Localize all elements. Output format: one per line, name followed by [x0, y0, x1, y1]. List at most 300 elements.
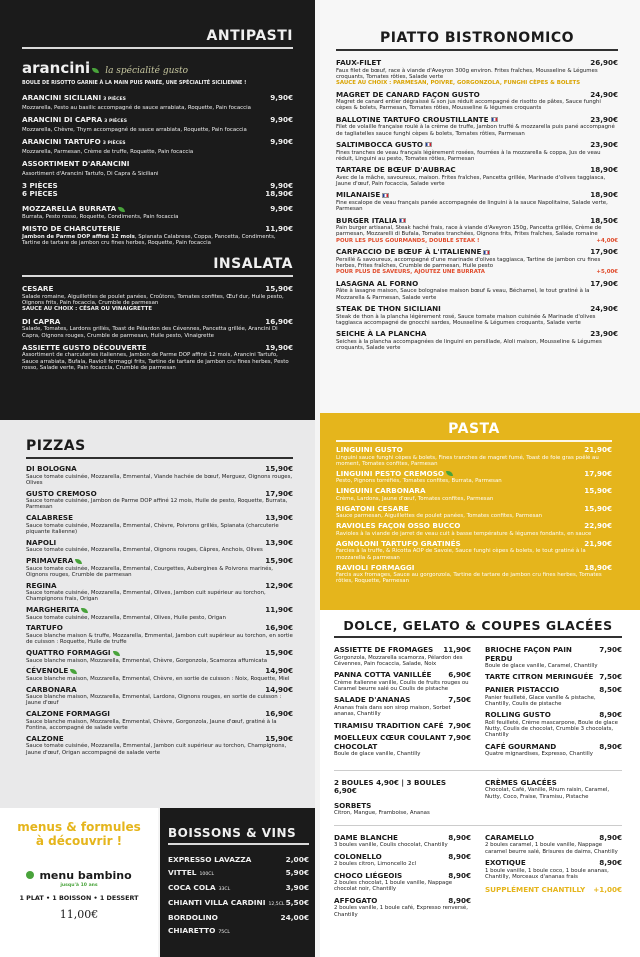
- item-price: 11,90€: [265, 605, 293, 615]
- item-name: [485, 834, 534, 843]
- item-desc: Pâte à lasagne maison, Sauce bolognaise maison bœuf & veau, Béchamel, le tout gratiné à la Mozzarella & Parmesan, Salade verte: [336, 288, 590, 301]
- item-price: 12,90€: [265, 580, 293, 590]
- menu-item-row: [22, 318, 293, 327]
- pizza-item: [26, 557, 293, 578]
- item-name-text: AGNOLONI TARTUFO GRATINÉS: [336, 538, 461, 548]
- dessert-item: [334, 872, 471, 893]
- dessert-item: [334, 897, 471, 918]
- item-name: [336, 248, 490, 257]
- menu-item-row: [22, 160, 293, 171]
- pasta-item: [336, 522, 612, 537]
- item-name: [485, 686, 559, 695]
- gelato-right-col: [485, 779, 622, 817]
- menu-item-row: [22, 285, 293, 294]
- pizza-item: [26, 582, 293, 603]
- item-desc: Pesto, Pignons torréfiés, Tomates confites, Burrata, Parmesan: [336, 478, 502, 485]
- menu-item-row: [334, 734, 471, 751]
- item-name: [485, 743, 556, 752]
- menu-item-row: [26, 624, 293, 633]
- item-name: [26, 490, 97, 499]
- drink-name: [168, 866, 214, 881]
- piatto-item: [336, 59, 618, 87]
- menu-item-row: [485, 859, 622, 868]
- bambino-formula: 1 PLAT • 1 BOISSON • 1 DESSERT: [19, 894, 139, 902]
- menus-headline-2: à découvrir !: [35, 834, 123, 848]
- antipasti-insalata-panel: [0, 0, 315, 420]
- item-name-text: ASSORTIMENT D'ARANCINI: [22, 158, 130, 168]
- drink-name: [168, 853, 251, 866]
- dessert-item: [334, 646, 471, 667]
- item-desc: Sauce parmesan, Aiguillettes de poulet panées, Tomates confites, Parmesan: [336, 513, 543, 520]
- item-desc: 3 boules vanille, Coulis chocolat, Chantilly: [334, 842, 448, 849]
- item-name: [334, 897, 377, 906]
- item-price: 17,90€: [265, 488, 293, 498]
- item-desc: Panier feuilleté, Glace vanille & pistache, Chantilly, Coulis de pistache: [485, 694, 596, 707]
- arancini-header: [22, 59, 293, 77]
- item-name-text: BURGER ITALIA: [336, 215, 398, 225]
- item-name: [26, 624, 63, 633]
- item-name-text: STEAK DE THON SICILIANI: [336, 303, 441, 313]
- item-name: [336, 191, 389, 200]
- menu-item-row: [336, 305, 618, 314]
- antipasti-divider: [22, 47, 293, 49]
- menu-item-row: [26, 582, 293, 591]
- piatto-item: [336, 166, 618, 187]
- item-name-text: MISTO DE CHARCUTERIE: [22, 223, 121, 233]
- item-desc: Crème italienne vanille, Coulis de fruits rouges ou Caramel beurre salé ou Coulis de pistache: [334, 679, 469, 693]
- item-name-text: DI CAPRA: [22, 316, 61, 326]
- item-name-text: ARANCINI DI CAPRA: [22, 115, 103, 125]
- item-name-text: BALLOTINE TARTUFO CROUSTILLANTE: [336, 114, 489, 124]
- dolce-divider: [334, 636, 622, 638]
- sorbets-line: SORBETS: [334, 800, 372, 810]
- item-name: [336, 166, 456, 175]
- item-name: [336, 522, 460, 531]
- menu-item-row: [334, 853, 471, 862]
- pasta-list: [336, 446, 612, 585]
- cremes-desc: Chocolat, Café, Vanille, Rhum raisin, Caramel, Nutty, Coco, Fraise, Tiramisu, Pistache: [485, 787, 610, 800]
- item-desc: Mozzarella, Pesto au basilic accompagné de sauce arrabiata, Roquette, Pain focaccia: [22, 104, 251, 111]
- item-name-text: TARTARE DE BŒUF D'AUBRAC: [336, 165, 456, 175]
- item-price: 9,90€: [270, 137, 293, 147]
- drink-price: 2,00€: [285, 855, 309, 864]
- pizza-item: [26, 490, 293, 511]
- item-price: 8,90€: [599, 857, 622, 867]
- item-price: 8,90€: [599, 710, 622, 720]
- item-name-text: LASAGNA AL FORNO: [336, 278, 419, 288]
- item-price: 8,90€: [599, 741, 622, 751]
- leaf-icon: [81, 608, 88, 613]
- item-name: [334, 834, 398, 843]
- item-desc: Sauce blanche maison, Mozzarella, Emmental, Chèvre, en sortie de cuisson : Noix, Roquette, Miel: [26, 675, 290, 682]
- pizza-item: [26, 667, 293, 682]
- pasta-item: [336, 505, 612, 520]
- dessert-item: [334, 853, 471, 868]
- item-desc: Sauce tomate cuisinée, Mozzarella, Emmental, Viande hachée de bœuf, Merguez, Oignons rouges, Olives: [26, 473, 293, 486]
- item-name: [336, 564, 414, 573]
- item-price: 8,90€: [448, 895, 471, 905]
- drink-price: 24,00€: [280, 913, 309, 922]
- item-desc: Boule de glace vanille, Chantilly: [334, 751, 421, 758]
- drink-row: [168, 881, 309, 896]
- drink-price: 3,90€: [285, 883, 309, 892]
- menu-item-row: [485, 711, 622, 720]
- item-desc: Sauce tomate cuisinée, Mozzarella, Emmental, Olives, Huile pesto, Origan: [26, 614, 226, 621]
- pizza-item: [26, 514, 293, 535]
- bambino-price: 11,00€: [59, 908, 99, 921]
- antipasti-list: [22, 94, 293, 371]
- item-name-text: PRIMAVERA: [26, 556, 74, 566]
- menu-item-row: [336, 191, 618, 200]
- item-price: 11,90€: [443, 645, 471, 654]
- item-price: 7,50€: [448, 695, 471, 705]
- drink-name: [168, 911, 280, 939]
- desc-rest: , Spianata Calabrese, Coppa, Pancetta, Condiments, Tartine de tartare de jambon cru fines herbes, Roquette, Pain focaccia: [22, 233, 276, 246]
- item-name: [485, 646, 599, 663]
- item-desc: Sauce blanche maison, Mozzarella, Emmental, Chèvre, Gorgonzola, Jaune d'œuf, gratiné à la Fontina, accompagné de salade verte: [26, 718, 277, 732]
- menu-item-row: [26, 667, 293, 676]
- menu-item-row: [22, 94, 293, 105]
- menu-item-row: [334, 722, 471, 731]
- item-name-text: CALABRESE: [26, 513, 73, 523]
- item-price: 13,90€: [265, 513, 293, 523]
- item-price: 15,90€: [265, 284, 293, 294]
- item-desc: Fine escalope de veau français panée accompagnée de linguini à la sauce Napolitaine, Salade verte, Parmesan: [336, 199, 608, 213]
- item-note-row: [336, 80, 618, 86]
- menu-item-row: [336, 522, 612, 531]
- item-desc: 1 boule vanille, 1 boule coco, 1 boule ananas, Chantilly, Morceaux d'ananas frais: [485, 867, 609, 880]
- menu-item-row: [334, 696, 471, 705]
- item-price: 21,90€: [584, 445, 612, 454]
- italy-flag-icon: [399, 218, 406, 223]
- item-price: 15,90€: [584, 486, 612, 496]
- item-name: [334, 696, 410, 705]
- italy-flag-icon: [425, 142, 432, 147]
- drink-name-text: VITTEL: [168, 868, 197, 877]
- item-name: [334, 872, 402, 881]
- item-name: [334, 722, 444, 731]
- item-desc: Sauce tomate cuisinée, Mozzarella, Emmental, Chèvre, Poivrons grillés, Spianata (charcuterie piquante italienne): [26, 522, 279, 536]
- item-name: [336, 305, 441, 314]
- item-qty: 3 PIÈCES: [103, 97, 126, 103]
- item-price: 18,90€: [584, 562, 612, 572]
- dessert-item: [334, 671, 471, 692]
- menu-item-row: [485, 834, 622, 843]
- pizza-item: [26, 465, 293, 486]
- dolce-left-col: [334, 646, 471, 762]
- item-desc: Steak de thon à la plancha légèrement rosé, Sauce tomate maison cuisinée & Marinade d'olives taggiasca accompagné de gnocchi sardes, Mousseline & Légumes croquants, Salade verte: [336, 313, 596, 326]
- item-price: 23,90€: [590, 114, 618, 124]
- item-name: [336, 141, 432, 150]
- item-desc: Sauce tomate cuisinée, Mozzarella, Emmental, Jambon cuit supérieur au torchon, Champignons, Jaune d'œuf, Origan accompagné de salade verte: [26, 743, 287, 756]
- item-name-text: CÉVENOLE: [26, 666, 69, 676]
- item-name-text: CAFÉ GOURMAND: [485, 741, 557, 751]
- item-desc: Mozzarella, Chèvre, Thym accompagné de sauce arrabiata, Roquette, Pain focaccia: [22, 126, 247, 133]
- menu-item-row: [26, 649, 293, 658]
- item-name-text: ARANCINI SICILIANI: [22, 93, 102, 103]
- coupes-left-col: [334, 834, 471, 922]
- drink-row: [168, 896, 309, 911]
- dessert-item: [485, 711, 622, 738]
- item-price: 7,90€: [448, 733, 471, 743]
- item-price: 7,90€: [599, 645, 622, 654]
- item-desc: Pain burger artisanal, Steak haché frais, race à viande d'Aveyron 150g, Pancetta grillée, Crème de parmesan, Mozzarelli di Bufala, Tomates tranchées, Oignons frits, Frites fraîches, Salade romaine: [336, 225, 602, 238]
- item-price: 9,90€: [270, 204, 293, 214]
- item-price: 9,90€: [270, 180, 293, 190]
- item-price: 17,90€: [584, 468, 612, 478]
- item-name-text: COLONELLO: [334, 851, 382, 861]
- item-name: [336, 59, 381, 68]
- item-name: [485, 673, 593, 682]
- item-name: [22, 190, 58, 199]
- item-price: 15,90€: [265, 733, 293, 743]
- dessert-item: [485, 834, 622, 855]
- pasta-item: [336, 446, 612, 467]
- dessert-item: [334, 722, 471, 731]
- drink-row: [168, 866, 309, 881]
- item-desc: 2 boules chocolat, 1 boule vanille, Nappage chocolat noir, Chantilly: [334, 880, 453, 893]
- item-price: 18,90€: [590, 190, 618, 200]
- arancini-brand: arancini: [22, 59, 91, 77]
- pizzas-title: PIZZAS: [26, 438, 86, 454]
- item-price: 26,90€: [590, 58, 618, 67]
- insalata-item: [22, 318, 293, 339]
- item-name: [334, 734, 448, 751]
- menu-item-row: [336, 217, 618, 226]
- pizza-item: [26, 710, 293, 731]
- item-name-text: MOZZARELLA BURRATA: [22, 204, 117, 214]
- menu-item-row: [26, 686, 293, 695]
- piatto-item: [336, 330, 618, 351]
- menu-item-row: [336, 166, 618, 175]
- pizzas-divider: [26, 457, 293, 459]
- menu-item-row: [336, 446, 612, 455]
- insalata-title: INSALATA: [213, 256, 293, 273]
- burrata-item: [22, 205, 293, 220]
- dessert-item: [485, 743, 622, 758]
- item-price: 9,90€: [270, 93, 293, 103]
- drink-name-text: EXPRESSO LAVAZZA: [168, 855, 252, 864]
- item-price: 11,90€: [265, 223, 293, 233]
- pasta-divider: [336, 440, 612, 442]
- item-name-text: RAVIOLI FORMAGGI: [336, 562, 415, 572]
- menu-item-row: [485, 646, 622, 663]
- item-name-text: DI BOLOGNA: [26, 464, 77, 473]
- item-desc: Crème, Lardons, Jaune d'œuf, Tomates confites, Parmesan: [336, 495, 494, 502]
- menu-item-row: [336, 564, 612, 573]
- item-name-text: GUSTO CREMOSO: [26, 488, 97, 498]
- item-desc: 2 boules vanille, 1 boule café, Expresso renversé, Chantilly: [334, 905, 468, 918]
- item-name-text: 3 PIÈCES: [22, 180, 58, 190]
- item-desc: Magret de canard entier dégraissé & son jus réduit accompagné de risotto de pâtes, Sauce funghi cèpes & bolets, Parmesan, Tomates rôties, Mousseline & légumes croquants: [336, 99, 601, 112]
- item-note: POUR LES PLUS GOURMANDS, DOUBLE STEAK !: [336, 237, 480, 244]
- bambino-logo: [0, 864, 158, 883]
- item-price: 23,90€: [590, 329, 618, 339]
- boissons-list: [168, 853, 309, 939]
- menu-item-row: [22, 205, 293, 214]
- item-price: 9,90€: [270, 115, 293, 125]
- item-desc: Assortiment d'Arancini Tartufo, Di Capra & Siciliani: [22, 170, 159, 177]
- item-price: 6,90€: [448, 670, 471, 680]
- drink-name-text: CHIANTI VILLA CARDINI: [168, 898, 266, 907]
- piatto-item: [336, 116, 618, 137]
- drink-name: [168, 881, 230, 896]
- item-desc: Burrata, Pesto rosso, Roquette, Condiments, Pain focaccia: [22, 213, 179, 220]
- item-name-text: LINGUINI PESTO CREMOSO: [336, 468, 445, 478]
- dessert-item: [485, 646, 622, 669]
- drink-volume: 33CL: [218, 887, 231, 892]
- menu-item-row: [26, 465, 293, 474]
- dessert-item: [334, 696, 471, 717]
- item-name: [26, 582, 57, 591]
- dolce-separator: [334, 770, 622, 771]
- drink-volume: 12,5CL: [268, 902, 285, 907]
- item-desc: 2 boules caramel, 1 boule vanille, Nappage caramel beurre salé, Brisures de daims, Chantilly: [485, 842, 618, 855]
- item-name-text: SALTIMBOCCA GUSTO: [336, 139, 423, 149]
- arancini-intro: BOULE DE RISOTTO GARNIE À LA MAIN PUIS PANÉE, UNE SPÉCIALITÉ SICILIENNE !: [22, 80, 247, 86]
- item-desc: Sauce tomate cuisinée, Mozzarella, Emmental, Oignons rouges, Câpres, Anchois, Olives: [26, 547, 263, 554]
- item-note: SAUCE AU CHOIX : CÉSAR OU VINAIGRETTE: [22, 306, 153, 313]
- dessert-item: [334, 834, 471, 849]
- item-desc: Ananas frais dans son sirop maison, Sorbet ananas, Chantilly: [334, 704, 451, 718]
- piatto-item: [336, 248, 618, 276]
- menu-item-row: [336, 330, 618, 339]
- item-desc: Assortiment de charcuteries italiennes, Jambon de Parme DOP affiné 12 mois, Arancini Tartufo, Sauce arrabiata, Bufala, Ravioli formaggi frits, Tartine de tartare de jambon cru fines herbes, Pesto rosso, Salade verte, Pain focaccia, Crumble de parmesan: [22, 352, 289, 371]
- pizza-item: [26, 606, 293, 621]
- item-desc: Sauce blanche maison & truffe, Mozzarella, Emmental, Jambon cuit supérieur au torchon, en sortie de cuisson : Roquette, Huile de truffe: [26, 633, 293, 646]
- item-name-text: MILANAISE: [336, 190, 381, 200]
- item-name-text: ARANCINI TARTUFO: [22, 137, 101, 147]
- item-name-text: SEICHE À LA PLANCHA: [336, 329, 427, 339]
- menu-item-row: [334, 872, 471, 881]
- item-desc: Mozzarella, Parmesan, Crème de truffe, Roquette, Pain focaccia: [22, 148, 194, 155]
- item-name: [22, 138, 126, 149]
- antipasti-title: ANTIPASTI: [206, 28, 293, 44]
- item-name: [22, 160, 131, 171]
- piatto-item: [336, 91, 618, 112]
- pasta-item: [336, 470, 612, 485]
- item-price: 16,90€: [265, 623, 293, 633]
- arancini-tagline: la spécialité gusto: [105, 66, 189, 76]
- item-price: 14,90€: [265, 666, 293, 676]
- item-name: [485, 859, 526, 868]
- menu-item-row: [485, 743, 622, 752]
- item-name: [334, 671, 431, 680]
- item-desc: Quatre mignardises, Expresso, Chantilly: [485, 751, 593, 758]
- drink-volume: 75CL: [218, 930, 230, 935]
- item-name-text: NAPOLI: [26, 537, 57, 547]
- pizza-item: [26, 539, 293, 554]
- drink-name-text: COCA COLA: [168, 883, 216, 892]
- menu-item-row: [22, 138, 293, 149]
- insalata-item: [22, 344, 293, 371]
- item-name-text: CHOCO LIÉGEOIS: [334, 870, 403, 880]
- piatto-item: [336, 280, 618, 301]
- item-name-text: EXOTIQUE: [485, 857, 526, 867]
- item-qty: 3 PIÈCES: [102, 141, 126, 147]
- item-desc: Farcies à la truffe, & Ricotta AOP de Savoie, Sauce funghi cèpes & bolets, le tout gratiné à la mozzarella & parmesan: [336, 548, 586, 561]
- item-note: POUR PLUS DE SAVEURS, AJOUTEZ UNE BURRATA: [336, 269, 485, 276]
- item-desc: Sauce tomate cuisinée, Jambon de Parme DOP affiné 12 mois, Huile de pesto, Roquette, Burrata, Parmesan: [26, 498, 288, 511]
- menu-item-row: [334, 671, 471, 680]
- item-name-text: MAGRET DE CANARD FAÇON GUSTO: [336, 89, 480, 99]
- leaf-icon: [75, 559, 82, 564]
- item-name: [26, 667, 77, 676]
- boules-line: 2 BOULES 4,90€ | 3 BOULES 6,90€: [334, 777, 447, 796]
- leaf-icon: [70, 669, 77, 674]
- sorbets-desc: Citron, Mangue, Framboise, Ananas: [334, 810, 430, 817]
- kid-icon: [26, 871, 34, 879]
- item-name-text: SALADE D'ANANAS: [334, 695, 411, 705]
- piatto-panel: [320, 0, 640, 413]
- item-price: 8,90€: [448, 870, 471, 880]
- item-desc: Avec de la mâche, savoureux, maison. Frites fraîches, Pancetta grillée, Marinade d'olives taggiasca, Jaune d'œuf, Pain focaccia, Salade verte: [336, 174, 606, 188]
- bambino-name: menu bambino: [39, 869, 132, 882]
- item-note-price: +4,00€: [596, 237, 618, 244]
- leaf-icon: [118, 207, 125, 212]
- item-price: 22,90€: [584, 521, 612, 531]
- menu-item-row: [26, 490, 293, 499]
- boissons-panel: [160, 808, 315, 957]
- dolce-title: DOLCE, GELATO & COUPES GLACÉES: [343, 618, 613, 633]
- item-note-row: [336, 269, 618, 275]
- menu-item-row: [334, 897, 471, 906]
- menu-item-row: [336, 141, 618, 150]
- pasta-item: [336, 487, 612, 502]
- item-price: 16,90€: [265, 316, 293, 326]
- item-price: 8,90€: [448, 832, 471, 842]
- item-name: [26, 649, 120, 658]
- drink-name-text: BORDOLINO CHIARETTO: [168, 913, 218, 935]
- item-price: 16,90€: [265, 709, 293, 719]
- item-price: 24,90€: [590, 303, 618, 313]
- menus-headline-1: menus & formules: [17, 820, 141, 834]
- drink-price: 5,90€: [285, 868, 309, 877]
- item-name: [26, 710, 110, 719]
- cremes-line: CRÈMES GLACÉES: [485, 777, 557, 787]
- item-price: 23,90€: [590, 139, 618, 149]
- piatto-list: [336, 59, 618, 351]
- assortiment-lines: [22, 182, 293, 199]
- pizza-list: [26, 465, 293, 756]
- desc-bold: Jambon de Parme DOP affiné 12 mois: [22, 233, 135, 240]
- drink-volume: 100CL: [199, 872, 215, 877]
- item-price: 7,90€: [448, 720, 471, 730]
- item-name-text: CARAMELLO: [485, 832, 535, 842]
- item-price: 24,90€: [590, 89, 618, 99]
- item-price: 8,50€: [599, 685, 622, 695]
- drink-row: [168, 853, 309, 866]
- item-name-text: MOELLEUX CŒUR COULANT CHOCOLAT: [334, 733, 446, 751]
- piatto-item: [336, 141, 618, 162]
- dolce-panel: [320, 610, 640, 957]
- item-desc: Sauce blanche maison, Mozzarella, Emmental, Lardons, Oignons rouges, en sortie de cuisson : Jaune d'œuf: [26, 694, 282, 707]
- drink-name: [168, 896, 284, 911]
- item-desc: Farcis aux fromages, Sauce au gorgonzola, Tartine de tartare de jambon cru fines herbes, Tomates rôties, Roquette, Parmesan: [336, 572, 602, 585]
- item-note-row: [336, 238, 618, 244]
- item-name: [336, 330, 426, 339]
- item-qty: 3 PIÈCES: [104, 119, 127, 125]
- item-name: [22, 285, 53, 294]
- item-price: 21,90€: [584, 538, 612, 548]
- item-price: 15,90€: [265, 556, 293, 566]
- italy-flag-icon: [491, 117, 498, 122]
- item-price: 15,90€: [265, 648, 293, 658]
- item-name-text: LINGUINI GUSTO: [336, 445, 403, 454]
- item-desc: Persillé & savoureux, accompagné d'une marinade d'olives taggiasca, Tartine de jambon cru fines herbes, Frites fraîches, Crumble de parmesan, Huile pesto: [336, 256, 601, 270]
- pizzas-panel: [0, 420, 315, 808]
- item-name: [334, 646, 433, 655]
